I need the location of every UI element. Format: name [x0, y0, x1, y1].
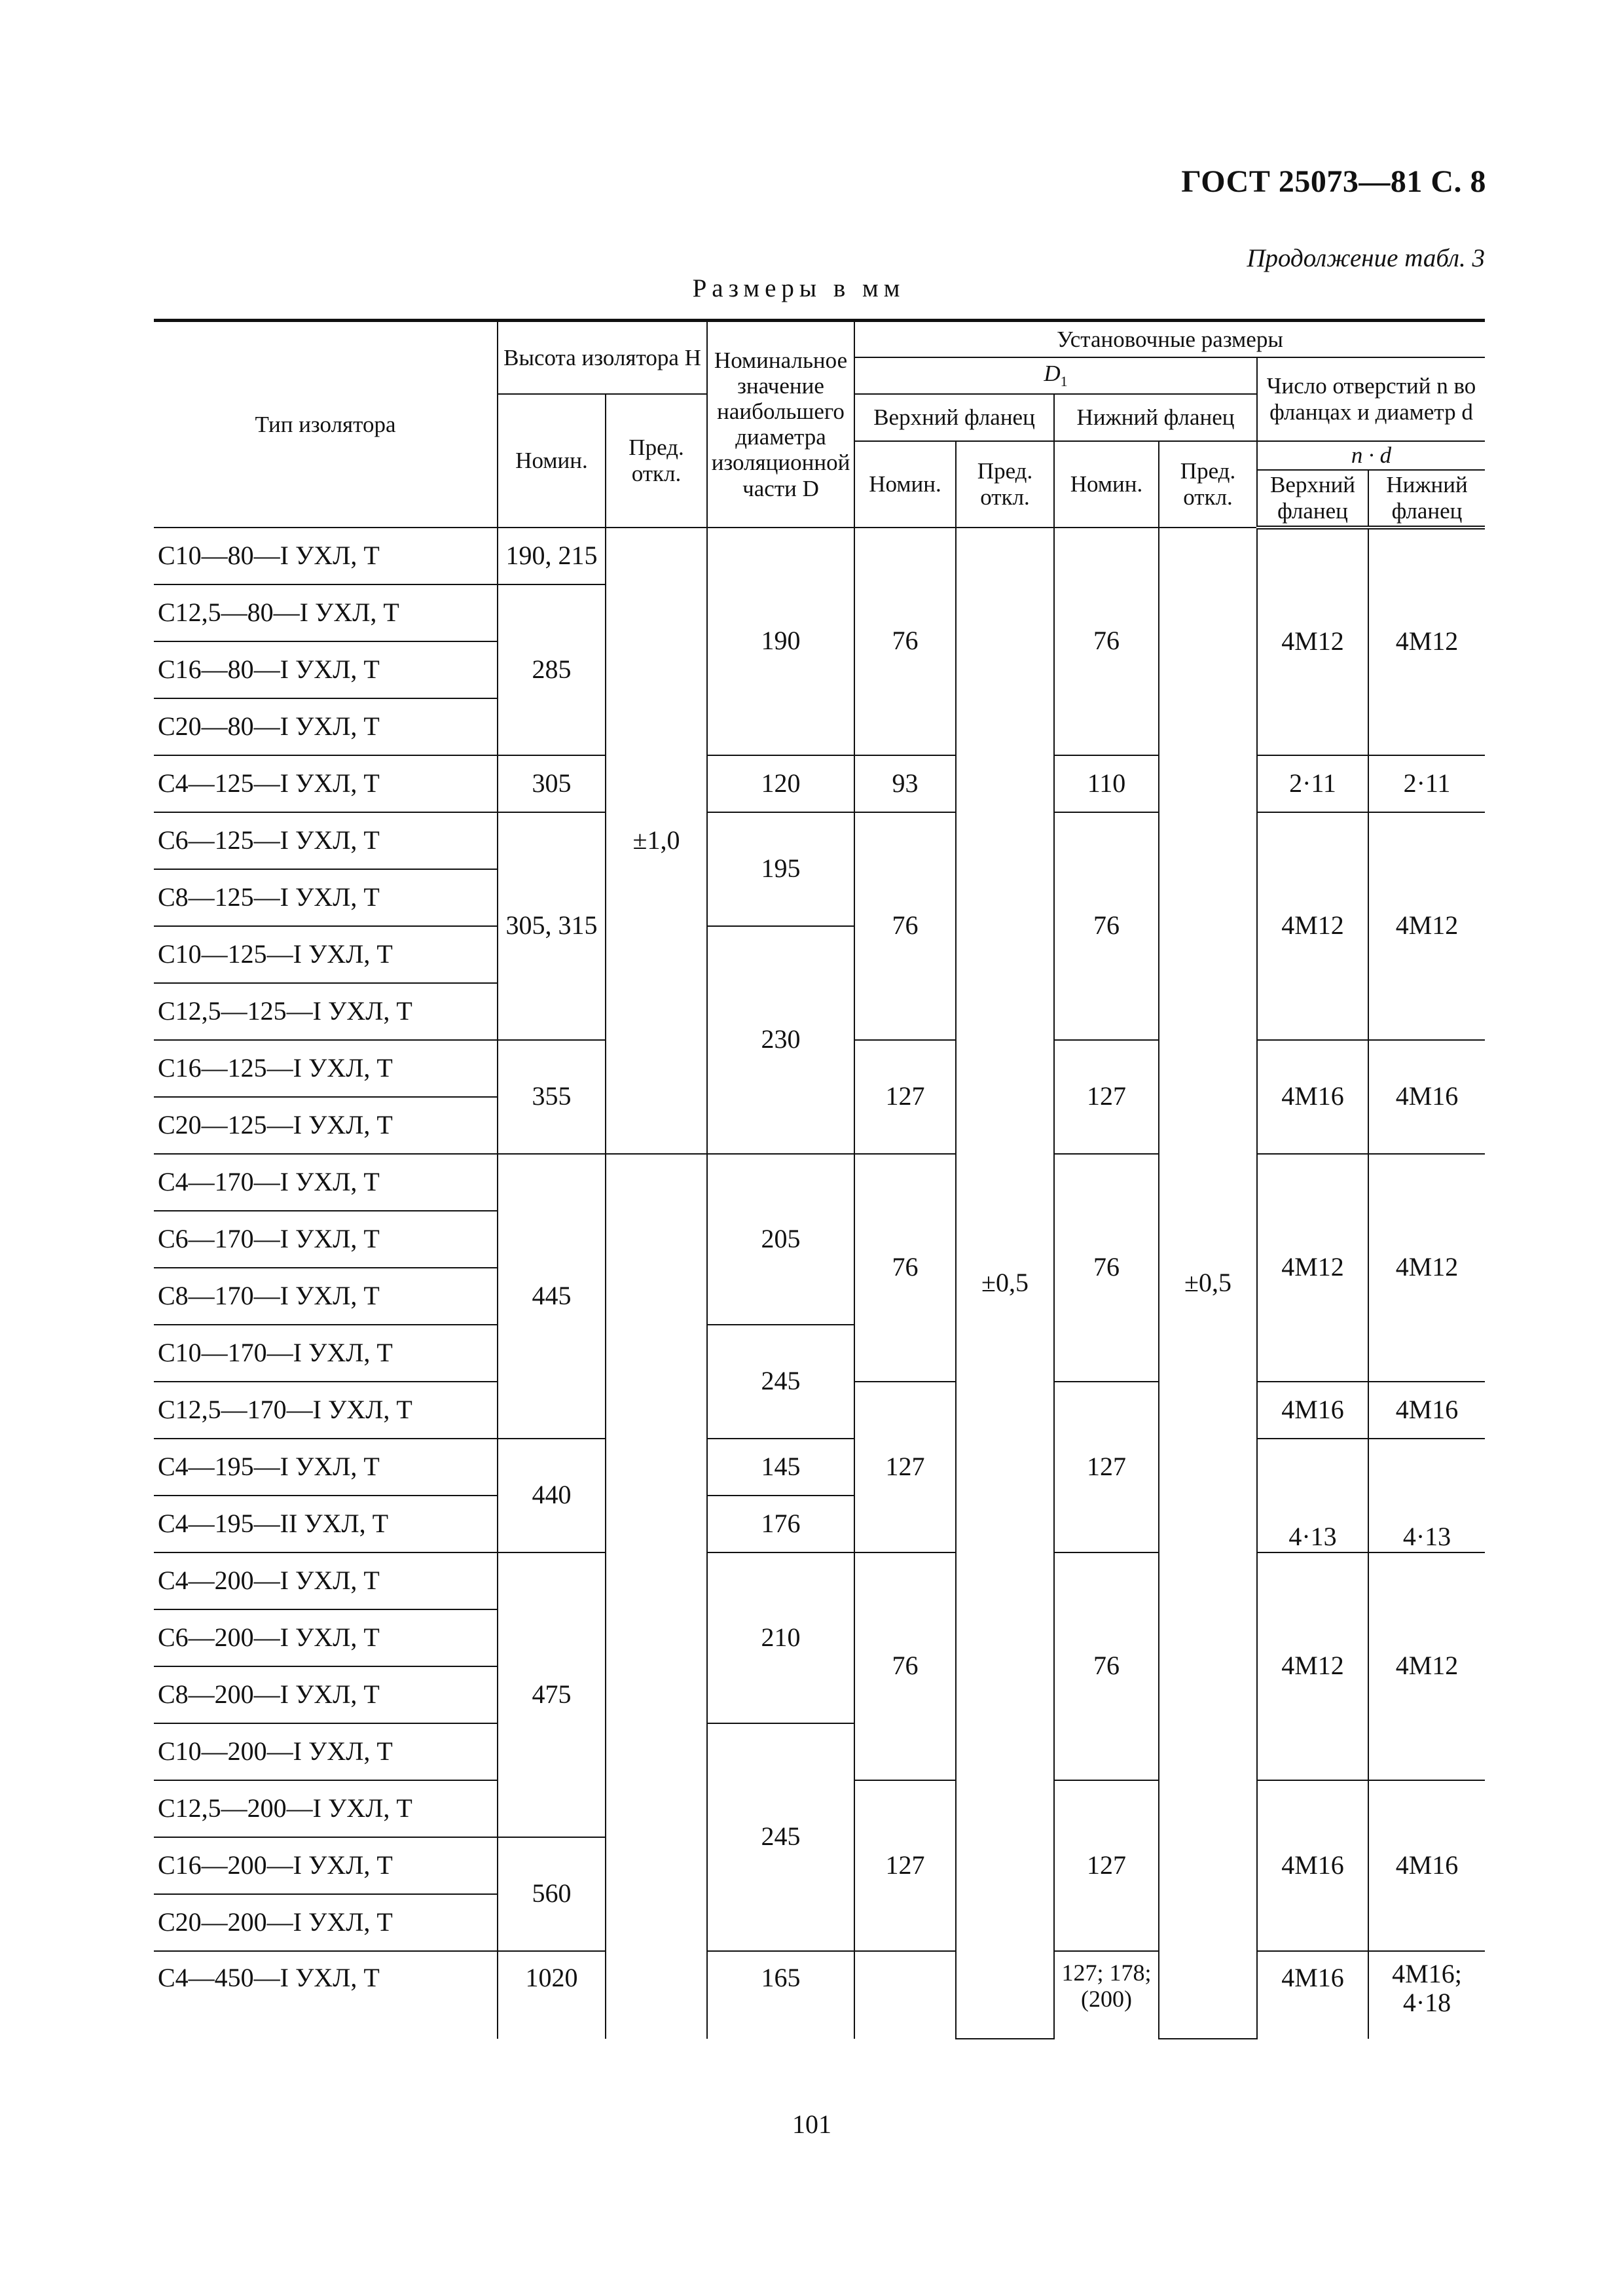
header-mounting-dimensions: Установочные размеры: [854, 321, 1485, 357]
insulator-type: С6—200—I УХЛ, Т: [154, 1609, 498, 1666]
header-height: Высота изолятора H: [498, 321, 707, 394]
holes-upper-value: 4М12: [1257, 528, 1368, 755]
holes-lower-value: 4М16; 4·18: [1368, 1951, 1485, 2039]
height-value: 445: [498, 1154, 606, 1439]
height-value: 190, 215: [498, 528, 606, 584]
insulator-type: С4—200—I УХЛ, Т: [154, 1552, 498, 1609]
table-row: [154, 528, 1485, 584]
height-value: 560: [498, 1837, 606, 1951]
diameter-value: 245: [707, 1325, 854, 1439]
diameter-value: 195: [707, 812, 854, 926]
upper-flange-value: 76: [854, 1552, 956, 1780]
insulator-type: С20—125—I УХЛ, Т: [154, 1097, 498, 1154]
insulator-type: С4—450—I УХЛ, Т: [154, 1951, 498, 2039]
page-header: ГОСТ 25073—81 С. 8: [1181, 164, 1486, 199]
header-height-tolerance: Пред. откл.: [606, 394, 707, 528]
header-lower-tolerance: Пред. откл.: [1159, 441, 1257, 528]
diameter-value: 210: [707, 1552, 854, 1723]
lower-flange-value: 127: [1054, 1040, 1159, 1154]
insulator-type: С12,5—125—I УХЛ, Т: [154, 983, 498, 1040]
holes-lower-value: 4М16: [1368, 1780, 1485, 1951]
insulator-type: С12,5—170—I УХЛ, Т: [154, 1382, 498, 1439]
height-value: 475: [498, 1552, 606, 1837]
lower-flange-value: 76: [1054, 528, 1159, 755]
lower-flange-value: 76: [1054, 812, 1159, 1040]
insulator-type: С20—80—I УХЛ, Т: [154, 698, 498, 755]
insulator-type: С8—200—I УХЛ, Т: [154, 1666, 498, 1723]
dimensions-caption: Размеры в мм: [692, 274, 905, 302]
insulator-type: С10—80—I УХЛ, Т: [154, 528, 498, 584]
upper-flange-tolerance: ±0,5: [956, 528, 1054, 2039]
insulator-type: С16—80—I УХЛ, Т: [154, 641, 498, 698]
height-value: 305, 315: [498, 812, 606, 1040]
lower-flange-value: 127: [1054, 1382, 1159, 1552]
insulator-type: С4—125—I УХЛ, Т: [154, 755, 498, 812]
header-d1: $D_1$: [854, 357, 1257, 394]
holes-upper-value: 4М12: [1257, 1552, 1368, 1780]
lower-flange-value: 127; 178; (200): [1054, 1951, 1159, 2039]
header-height-nominal: Номин.: [498, 394, 606, 528]
holes-lower-value: 4М12: [1368, 528, 1485, 755]
holes-lower-value: 4М16: [1368, 1382, 1485, 1439]
header-holes-upper: Верхний фланец: [1257, 470, 1368, 528]
lower-flange-tolerance: ±0,5: [1159, 528, 1257, 2039]
height-tolerance: ±1,0: [606, 528, 707, 1154]
lower-flange-value: 127: [1054, 1780, 1159, 1951]
height-value: 305: [498, 755, 606, 812]
height-value: 1020: [498, 1951, 606, 2039]
upper-flange-value: [854, 1951, 956, 2039]
table-row: [154, 755, 1485, 812]
diameter-value: 165: [707, 1951, 854, 2039]
insulator-type: С12,5—80—I УХЛ, Т: [154, 584, 498, 641]
table-continuation-note: Продолжение табл. 3: [1247, 244, 1485, 272]
insulator-dimensions-table: [154, 319, 1485, 2039]
insulator-type: С8—170—I УХЛ, Т: [154, 1268, 498, 1325]
height-value: 355: [498, 1040, 606, 1154]
header-upper-flange: Верхний фланец: [854, 394, 1054, 441]
insulator-type: С4—170—I УХЛ, Т: [154, 1154, 498, 1211]
header-upper-nominal: Номин.: [854, 441, 956, 528]
diameter-value: 145: [707, 1439, 854, 1496]
insulator-type: С16—200—I УХЛ, Т: [154, 1837, 498, 1894]
insulator-type: С20—200—I УХЛ, Т: [154, 1894, 498, 1951]
holes-upper-value: 4М16: [1257, 1951, 1368, 2039]
header-insulator-type: Тип изолятора: [154, 321, 498, 528]
holes-lower-value: 4·13: [1368, 1439, 1485, 1552]
insulator-type: С16—125—I УХЛ, Т: [154, 1040, 498, 1097]
diameter-value: 230: [707, 926, 854, 1154]
insulator-type: С4—195—II УХЛ, Т: [154, 1496, 498, 1552]
holes-upper-value: 4М16: [1257, 1780, 1368, 1951]
insulator-type: С10—125—I УХЛ, Т: [154, 926, 498, 983]
holes-upper-value: 2·11: [1257, 755, 1368, 812]
holes-upper-value: 4М16: [1257, 1040, 1368, 1154]
insulator-type: С6—170—I УХЛ, Т: [154, 1211, 498, 1268]
header-lower-flange: Нижний фланец: [1054, 394, 1257, 441]
diameter-value: 176: [707, 1496, 854, 1552]
lower-flange-value: 76: [1054, 1552, 1159, 1780]
insulator-type: С4—195—I УХЛ, Т: [154, 1439, 498, 1496]
holes-lower-value: 4М16: [1368, 1040, 1485, 1154]
table-row: [154, 1439, 1485, 1496]
insulator-type: С10—200—I УХЛ, Т: [154, 1723, 498, 1780]
height-tolerance-continued: [606, 1154, 707, 2039]
upper-flange-value: 127: [854, 1382, 956, 1552]
upper-flange-value: 93: [854, 755, 956, 812]
upper-flange-value: 76: [854, 812, 956, 1040]
diameter-value: 205: [707, 1154, 854, 1325]
diameter-value: 120: [707, 755, 854, 812]
upper-flange-value: 76: [854, 1154, 956, 1382]
header-holes-lower: Нижний фланец: [1368, 470, 1485, 528]
holes-upper-value: 4М16: [1257, 1382, 1368, 1439]
lower-flange-value: 110: [1054, 755, 1159, 812]
holes-upper-value: 4М12: [1257, 1154, 1368, 1382]
holes-lower-value: 2·11: [1368, 755, 1485, 812]
upper-flange-value: 127: [854, 1780, 956, 1951]
holes-upper-value: 4·13: [1257, 1439, 1368, 1552]
insulator-type: С12,5—200—I УХЛ, Т: [154, 1780, 498, 1837]
diameter-value: 190: [707, 528, 854, 755]
header-holes: Число отверстий n во фланцах и диаметр d: [1257, 357, 1485, 441]
table-row: [154, 1552, 1485, 1609]
header-upper-tolerance: Пред. откл.: [956, 441, 1054, 528]
holes-upper-value: 4М12: [1257, 812, 1368, 1040]
holes-lower-value: 4М12: [1368, 812, 1485, 1040]
upper-flange-value: 76: [854, 528, 956, 755]
holes-lower-value: 4М12: [1368, 1552, 1485, 1780]
height-value: 285: [498, 584, 606, 755]
holes-lower-value: 4М12: [1368, 1154, 1485, 1382]
insulator-type: С10—170—I УХЛ, Т: [154, 1325, 498, 1382]
diameter-value: 245: [707, 1723, 854, 1951]
table-row: [154, 812, 1485, 869]
page-number: 101: [792, 2109, 831, 2139]
table-row: [154, 1951, 1485, 2039]
header-lower-nominal: Номин.: [1054, 441, 1159, 528]
upper-flange-value: 127: [854, 1040, 956, 1154]
header-n-d: n · d: [1257, 441, 1485, 470]
height-value: 440: [498, 1439, 606, 1552]
header-diameter: Номинальное значение наибольшего диаметра изоляционной части D: [707, 321, 854, 528]
insulator-type: С6—125—I УХЛ, Т: [154, 812, 498, 869]
insulator-type: С8—125—I УХЛ, Т: [154, 869, 498, 926]
table-row: [154, 1154, 1485, 1211]
lower-flange-value: 76: [1054, 1154, 1159, 1382]
